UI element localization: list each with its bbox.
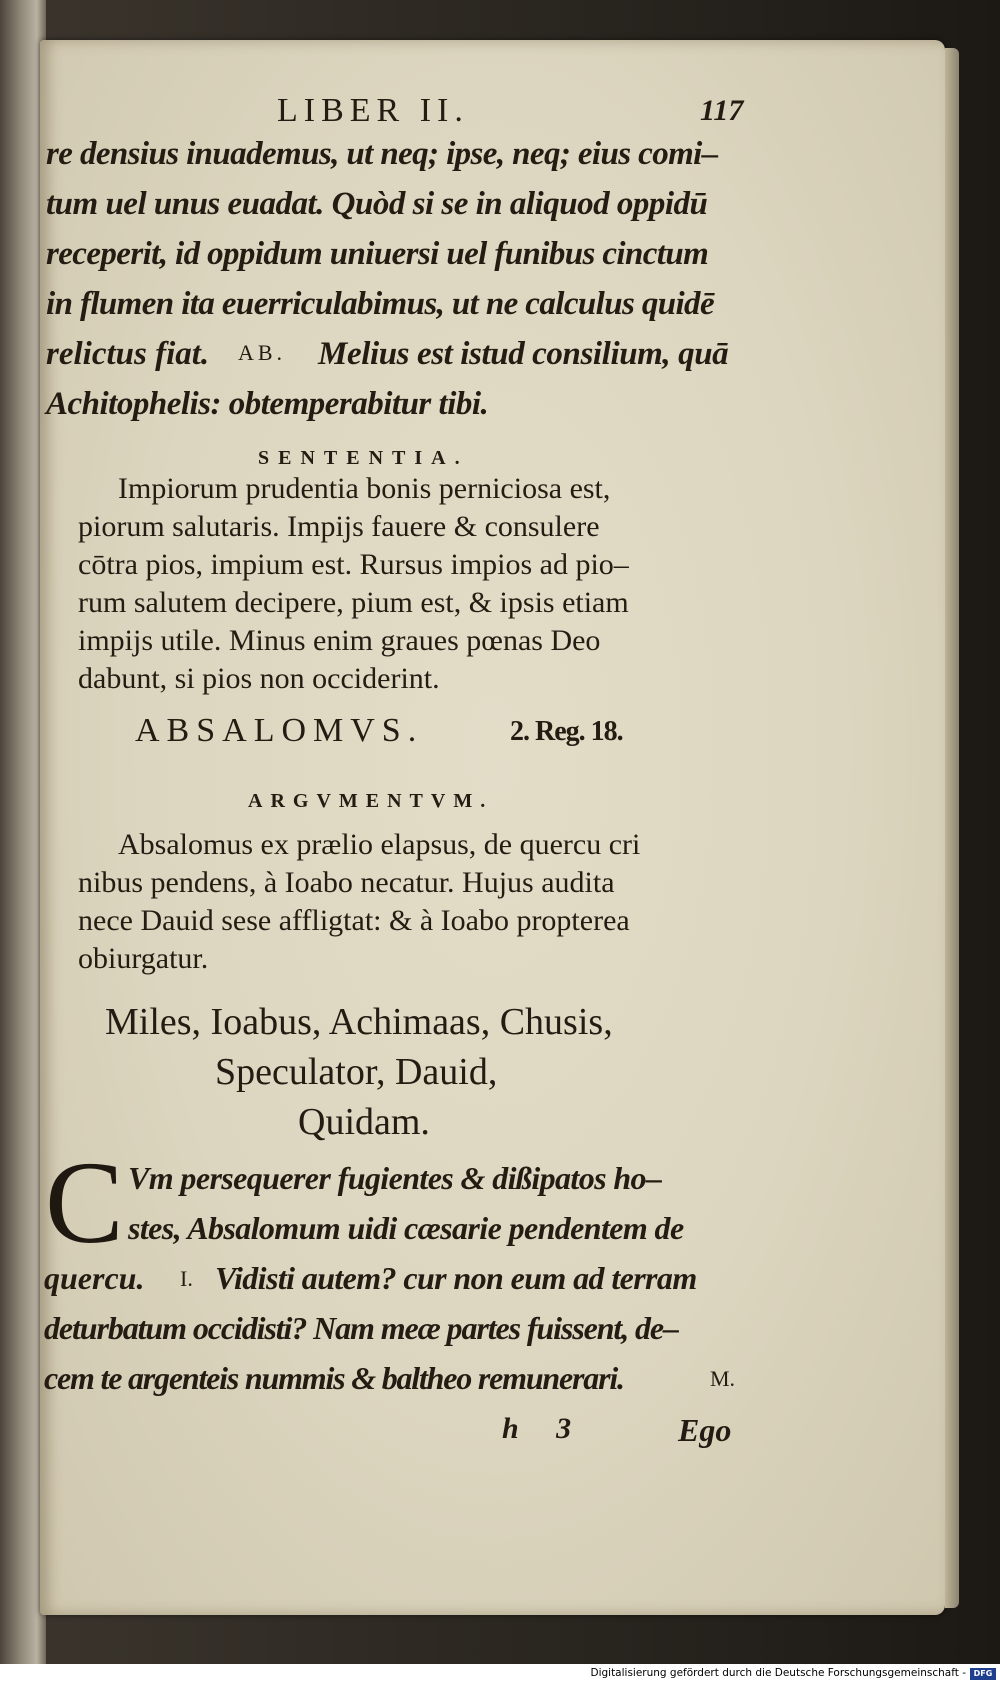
- dfg-logo: DFG: [970, 1668, 996, 1680]
- sententia-line: dabunt, si pios non occiderint.: [78, 662, 440, 695]
- persons-line: Speculator, Dauid,: [215, 1051, 498, 1093]
- passage-line: Achitophelis: obtemperabitur tibi.: [46, 386, 489, 422]
- drop-cap: C: [45, 1137, 124, 1268]
- book-page: [40, 40, 945, 1615]
- sententia-line: cōtra pios, impium est. Rursus impios ad pio–: [78, 548, 629, 581]
- footer-credit: Digitalisierung gefördert durch die Deutsche Forschungsgemeinschaft -: [590, 1667, 966, 1679]
- scene-reference: 2. Reg. 18.: [510, 716, 623, 747]
- passage-line: receperit, id oppidum uniuersi uel funibus cinctum: [46, 236, 709, 272]
- dialogue-line: deturbatum occidisti? Nam meæ partes fuissent, de–: [44, 1310, 678, 1346]
- argumentum-line: nibus pendens, à Ioabo necatur. Hujus audita: [78, 866, 615, 899]
- signature-mark: h 3: [502, 1412, 572, 1445]
- dialogue-line: cem te argenteis nummis & baltheo remunerari.: [44, 1360, 624, 1396]
- argumentum-line: Absalomus ex prælio elapsus, de quercu cri: [118, 828, 641, 861]
- sententia-line: piorum salutaris. Impijs fauere & consulere: [78, 510, 600, 543]
- passage-line: Melius est istud consilium, quā: [318, 336, 729, 372]
- passage-line: in flumen ita euerriculabimus, ut ne calculus quidē: [46, 286, 715, 322]
- running-title: LIBER II.: [277, 92, 469, 129]
- sententia-line: rum salutem decipere, pium est, & ipsis etiam: [78, 586, 629, 619]
- argumentum-heading: ARGVMENTVM.: [248, 790, 494, 812]
- scene-title: ABSALOMVS.: [135, 712, 424, 749]
- sententia-line: Impiorum prudentia bonis perniciosa est,: [118, 472, 611, 505]
- footer-bar: [0, 1664, 1000, 1684]
- dialogue-line: stes, Absalomum uidi cæsarie pendentem de: [128, 1210, 684, 1246]
- argumentum-line: nece Dauid sese affligtat: & à Ioabo propterea: [78, 904, 630, 937]
- speaker-abbrev: AB.: [238, 340, 287, 365]
- persons-line: Miles, Ioabus, Achimaas, Chusis,: [105, 1001, 613, 1043]
- speaker-abbrev: M.: [710, 1366, 736, 1391]
- speaker-abbrev: I.: [180, 1266, 193, 1291]
- sententia-line: impijs utile. Minus enim graues pœnas Deo: [78, 624, 601, 657]
- persons-line: Quidam.: [298, 1101, 430, 1143]
- dialogue-line: Vidisti autem? cur non eum ad terram: [215, 1260, 697, 1296]
- dialogue-line: quercu.: [44, 1260, 145, 1296]
- passage-line: re densius inuademus, ut neq; ipse, neq; eius comi–: [46, 136, 718, 172]
- catchword: Ego: [678, 1412, 732, 1448]
- passage-line: tum uel unus euadat. Quòd si se in aliquod oppidū: [46, 186, 708, 222]
- page-number: 117: [700, 94, 744, 127]
- argumentum-line: obiurgatur.: [78, 942, 209, 975]
- passage-line: relictus fiat.: [46, 336, 210, 372]
- dialogue-line: Vm persequerer fugientes & dißipatos ho–: [128, 1160, 662, 1196]
- sententia-heading: SENTENTIA.: [258, 447, 469, 469]
